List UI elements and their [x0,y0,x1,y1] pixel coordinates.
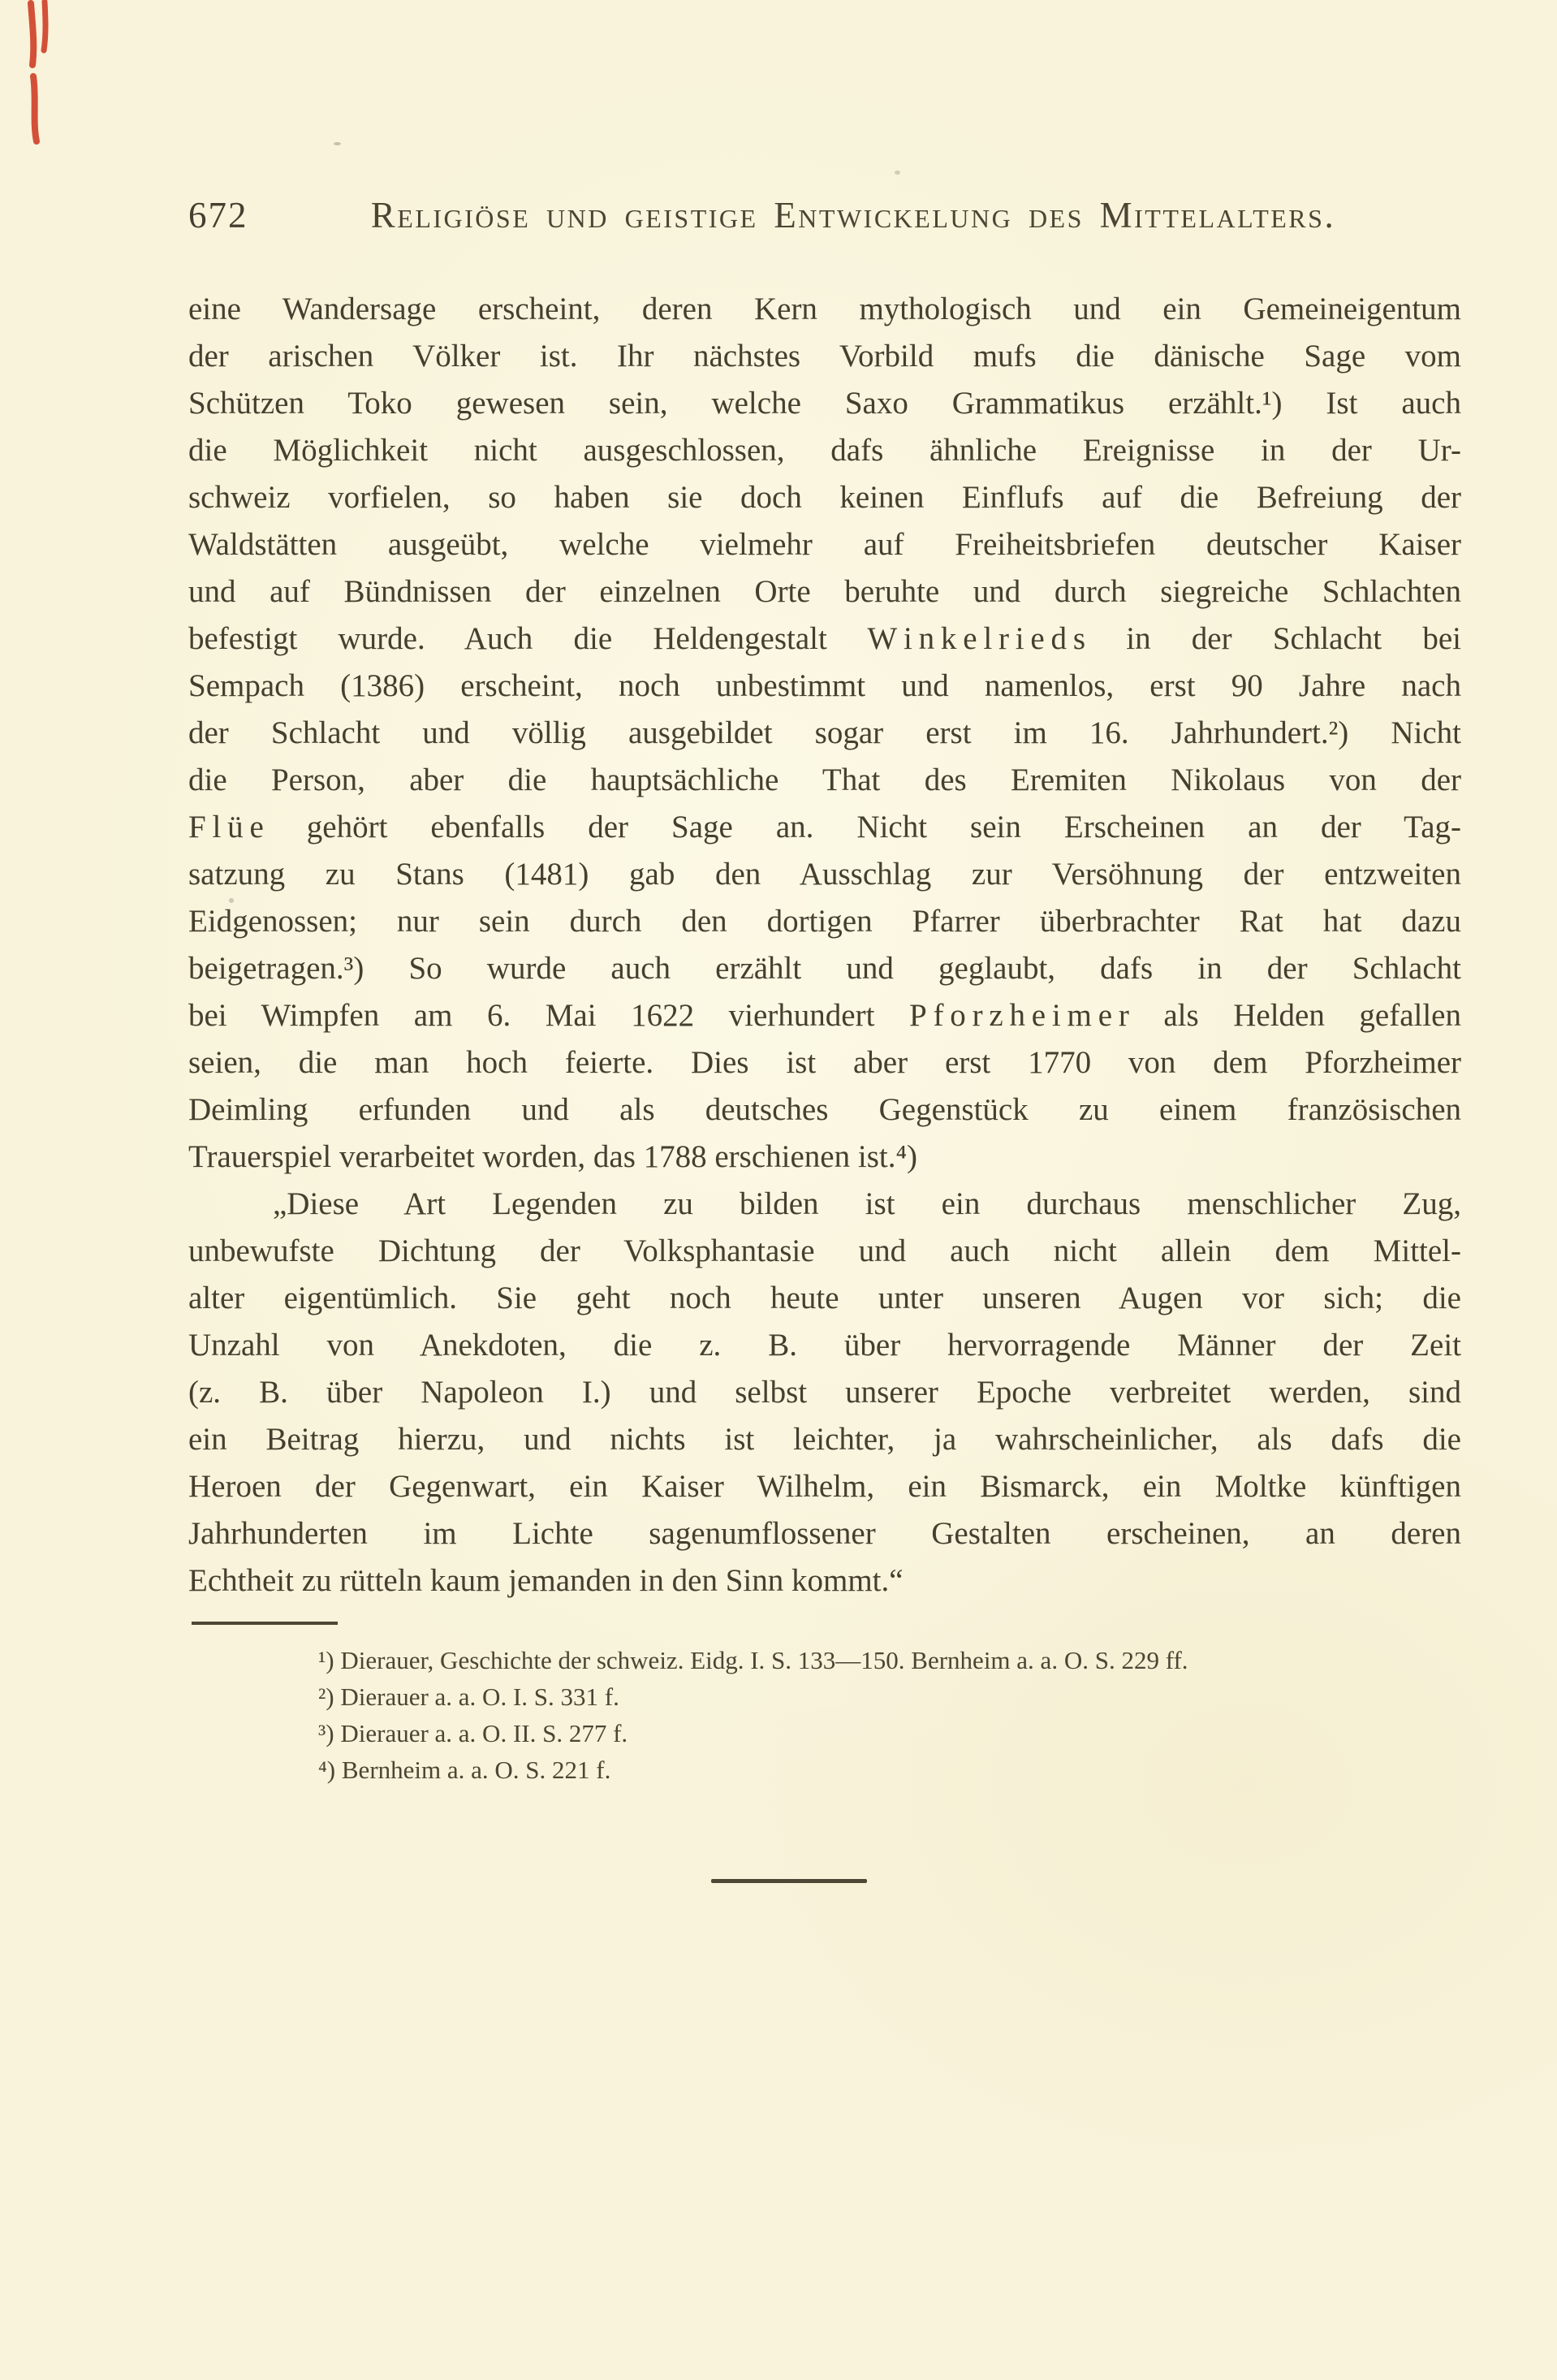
text-line: und auf Bündnissen der einzelnen Orte beruhte und durch siegreiche Schlachten [188,574,1461,609]
paragraph-1 [188,286,1461,1181]
text-line: Deimling erfunden und als deutsches Gegenstück zu einem französischen [188,1092,1461,1127]
red-pencil-marks [0,0,73,171]
text-line: die Möglichkeit nicht ausgeschlossen, dafs ähnliche Ereignisse in der Ur- [188,433,1461,468]
text-line: Eidgenossen; nur sein durch den dortigen Pfarrer überbrachter Rat hat dazu [188,904,1461,939]
footnote: ¹) Dierauer, Geschichte der schweiz. Eidg. I. S. 133—150. Bernheim a. a. O. S. 229 ff. [318,1646,1188,1674]
text-line: schweiz vorfielen, so haben sie doch keinen Einflufs auf die Befreiung der [188,480,1461,515]
paper-speck [895,171,900,175]
text-line: F l ü e gehört ebenfalls der Sage an. Nicht sein Erscheinen an der Tag- [188,810,1461,844]
text-line: der arischen Völker ist. Ihr nächstes Vorbild mufs die dänische Sage vom [188,339,1461,374]
text-line: bei Wimpfen am 6. Mai 1622 vierhundert P f o r z h e i m e r als Helden gefallen [188,998,1461,1033]
text-line: alter eigentümlich. Sie geht noch heute unter unseren Augen vor sich; die [188,1281,1461,1315]
running-head [188,195,1461,235]
text-line: „Diese Art Legenden zu bilden ist ein durchaus menschlicher Zug, [273,1186,1461,1221]
page-number: 672 [188,195,248,235]
text-line: Sempach (1386) erscheint, noch unbestimmt und namenlos, erst 90 Jahre nach [188,668,1461,703]
text-line: der Schlacht und völlig ausgebildet sogar erst im 16. Jahrhundert.²) Nicht [188,715,1461,750]
text-line: Echtheit zu rütteln kaum jemanden in den Sinn kommt.“ [188,1563,904,1598]
footnote-separator-rule [192,1622,338,1625]
body-text [188,286,1461,1605]
text-line: Waldstätten ausgeübt, welche vielmehr auf Freiheitsbriefen deutscher Kaiser [188,527,1461,562]
text-line: Jahrhunderten im Lichte sagenumflossener Gestalten erscheinen, an deren [188,1516,1461,1551]
text-line: eine Wandersage erscheint, deren Kern mythologisch und ein Gemeineigentum [188,292,1461,326]
text-line: Trauerspiel verarbeitet worden, das 1788 erschienen ist.⁴) [188,1139,918,1174]
footnote: ⁴) Bernheim a. a. O. S. 221 f. [318,1756,611,1784]
footnote: ³) Dierauer a. a. O. II. S. 277 f. [318,1719,628,1747]
paragraph-2 [188,1181,1461,1605]
text-line: seien, die man hoch feierte. Dies ist aber erst 1770 von dem Pforzheimer [188,1045,1461,1080]
text-line: unbewufste Dichtung der Volksphantasie und auch nicht allein dem Mittel- [188,1233,1461,1268]
footnote: ²) Dierauer a. a. O. I. S. 331 f. [318,1682,619,1711]
paper-speck [334,142,341,145]
footnotes [188,1642,1461,1788]
text-line: Heroen der Gegenwart, ein Kaiser Wilhelm, ein Bismarck, ein Moltke künftigen [188,1469,1461,1504]
text-line: Schützen Toko gewesen sein, welche Saxo Grammatikus erzählt.¹) Ist auch [188,386,1461,421]
running-title: Religiöse und geistige Entwickelung des Mittelalters. [370,195,1336,235]
section-end-rule [711,1879,867,1883]
text-line: die Person, aber die hauptsächliche That des Eremiten Nikolaus von der [188,762,1461,797]
text-line: Unzahl von Anekdoten, die z. B. über hervorragende Männer der Zeit [188,1328,1461,1363]
text-line: (z. B. über Napoleon I.) und selbst unserer Epoche verbreitet werden, sind [188,1375,1461,1410]
text-line: satzung zu Stans (1481) gab den Ausschlag zur Versöhnung der entzweiten [188,857,1461,892]
text-line: befestigt wurde. Auch die Heldengestalt W i n k e l r i e d s in der Schlacht bei [188,621,1461,656]
text-line: beigetragen.³) So wurde auch erzählt und geglaubt, dafs in der Schlacht [188,951,1461,986]
text-line: ein Beitrag hierzu, und nichts ist leichter, ja wahrscheinlicher, als dafs die [188,1422,1461,1457]
